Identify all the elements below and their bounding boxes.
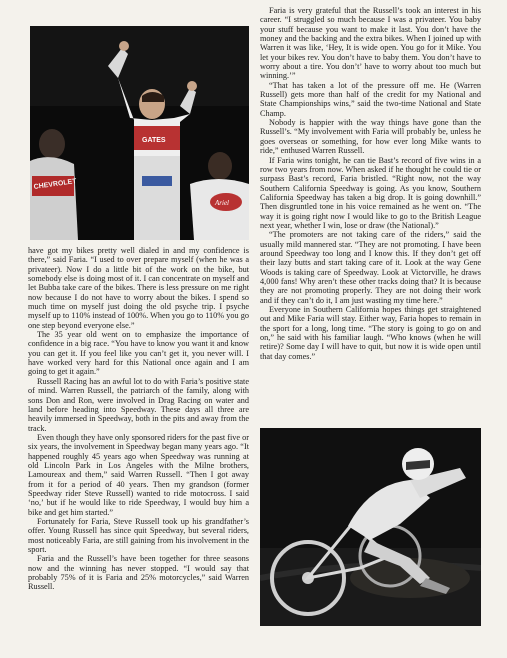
- right-column-text: [260, 0, 481, 361]
- podium-photo-art: [30, 26, 249, 240]
- paragraph: “The promoters are not taking care of the riders,” said the usually mild mannered star. “They are not promoting. I have been around Speedway too long and I know this. If they don’t get off their lazy butts and start taking care of it. Look at the way Gene Woods is taking care of Speedway. Look at Victorville, he draws 4,000 fans! Why aren’t these other tracks doing that? It is because they are not promoting properly. They are not doing their work and if they can’t do it, I am just wasting my time here.”: [260, 230, 481, 305]
- paragraph: Even though they have only sponsored riders for the past five or six years, the involvement in Speedway began many years ago. “It happened roughly 45 years ago when Speedway was running at old Lincoln Park in Los Angeles with the Milne brothers, Lamoureax and them,” said Warren Russell. “Then I got away from it for a period of 40 years. Then my grandson (former Speedway rider Steve Russell) wanted to ride motocross. I said ‘no,’ but if he would like to ride Speedway, I would buy him a bike and get him started.”: [28, 432, 249, 517]
- paragraph: Faria and the Russell’s have been together for three seasons now and the winning has never stopped. “I would say that probably 75% of it is Faria and 25% motorcycles,” said Warren Russell.: [28, 554, 249, 592]
- jersey-text-left: CHEVROLET: [33, 178, 78, 191]
- speedway-rider-photo: [260, 428, 481, 626]
- paragraph: If Faria wins tonight, he can tie Bast’s record of five wins in a row two years from now. When asked if he thought he could tie or surpass Bast’s record, Faria bristled. “Right now, not the way Southern California Speedway is going. As you know, Southern California Speedway has taken a big drop. It is going downhill.” Then disgruntled tone in his voice remained as he went on. “The way it is going right now I would like to go to the British League next year, whether I win, lose or draw (the National).”: [260, 155, 481, 230]
- paragraph: Everyone in Southern California hopes things get straightened out and Mike Faria will stay. Either way, Faria hopes to remain in the sport for a long, long time. “The story is going to go on and on,” he said with his familiar laugh. “Who knows (when he will retire)? Some day I will have to quit, but now it is wide open until that day comes.”: [260, 305, 481, 361]
- paragraph: Faria is very grateful that the Russell’s took an interest in his career. “I struggled so much because I was a privateer. You baby your stuff because you want to make it last. You don’t have the money and the backing and the extra bikes. When I joined up with Warren it was like, ‘Hey, It is wide open. You go for it Mike. You let your bikes rev. You don’t have to baby them. You don’t have to worry about a tire. You don’t’ have to worry about too much but winning.’”: [260, 6, 481, 81]
- paragraph: Nobody is happier with the way things have gone than the Russell’s. “My involvement with Faria will probably be, unless he goes overseas or something, for how ever long Mike wants to ride,” enthused Warren Russell.: [260, 118, 481, 156]
- jersey-text-center: GATES: [142, 137, 166, 144]
- left-column-text: [28, 246, 249, 592]
- paragraph: The 35 year old went on to emphasize the importance of confidence in a big race. “You have to know you want it and know you can get it. If you feel like you can’t get it, you never will. I have worked very hard for this National once again and I am going to get it again.”: [28, 330, 249, 377]
- rider-photo-art: [260, 428, 481, 626]
- jersey-text-right: Ariel: [215, 199, 229, 207]
- paragraph: “That has taken a lot of the pressure off me. He (Warren Russell) gets more than half of the credit for my National and State Championships wins,” said the two-time National and State Champ.: [260, 80, 481, 118]
- paragraph: have got my bikes pretty well dialed in and my confidence is there,” said Faria. “I used to over prepare myself (when he was a privateer). Now I do a little bit of the work on the bike, but somebody else is doing most of it. I can concentrate on myself and let Bubba take care of the bikes. There is less pressure on me right now because I do not have to worry about the bikes. I spend so much time on myself just doing the old psyche trip. I psyche myself up to 110% instead of 100%. When you go to 110% you go one step beyond everyone else.”: [28, 246, 249, 330]
- podium-celebration-photo: [30, 26, 249, 240]
- paragraph: Russell Racing has an awful lot to do with Faria’s positive state of mind. Warren Russell, the patriarch of the family, along with sons Don and Ron, were involved in Drag Racing on water and land before heading into Speedway. These days all three are heavily immersed in Speedway, both in the pits and away from the track.: [28, 376, 249, 433]
- paragraph: Fortunately for Faria, Steve Russell took up his grandfather’s offer. Young Russell has since quit Speedway, but several riders, most noticeably Faria, are still gaining from his involvement in the sport.: [28, 516, 249, 554]
